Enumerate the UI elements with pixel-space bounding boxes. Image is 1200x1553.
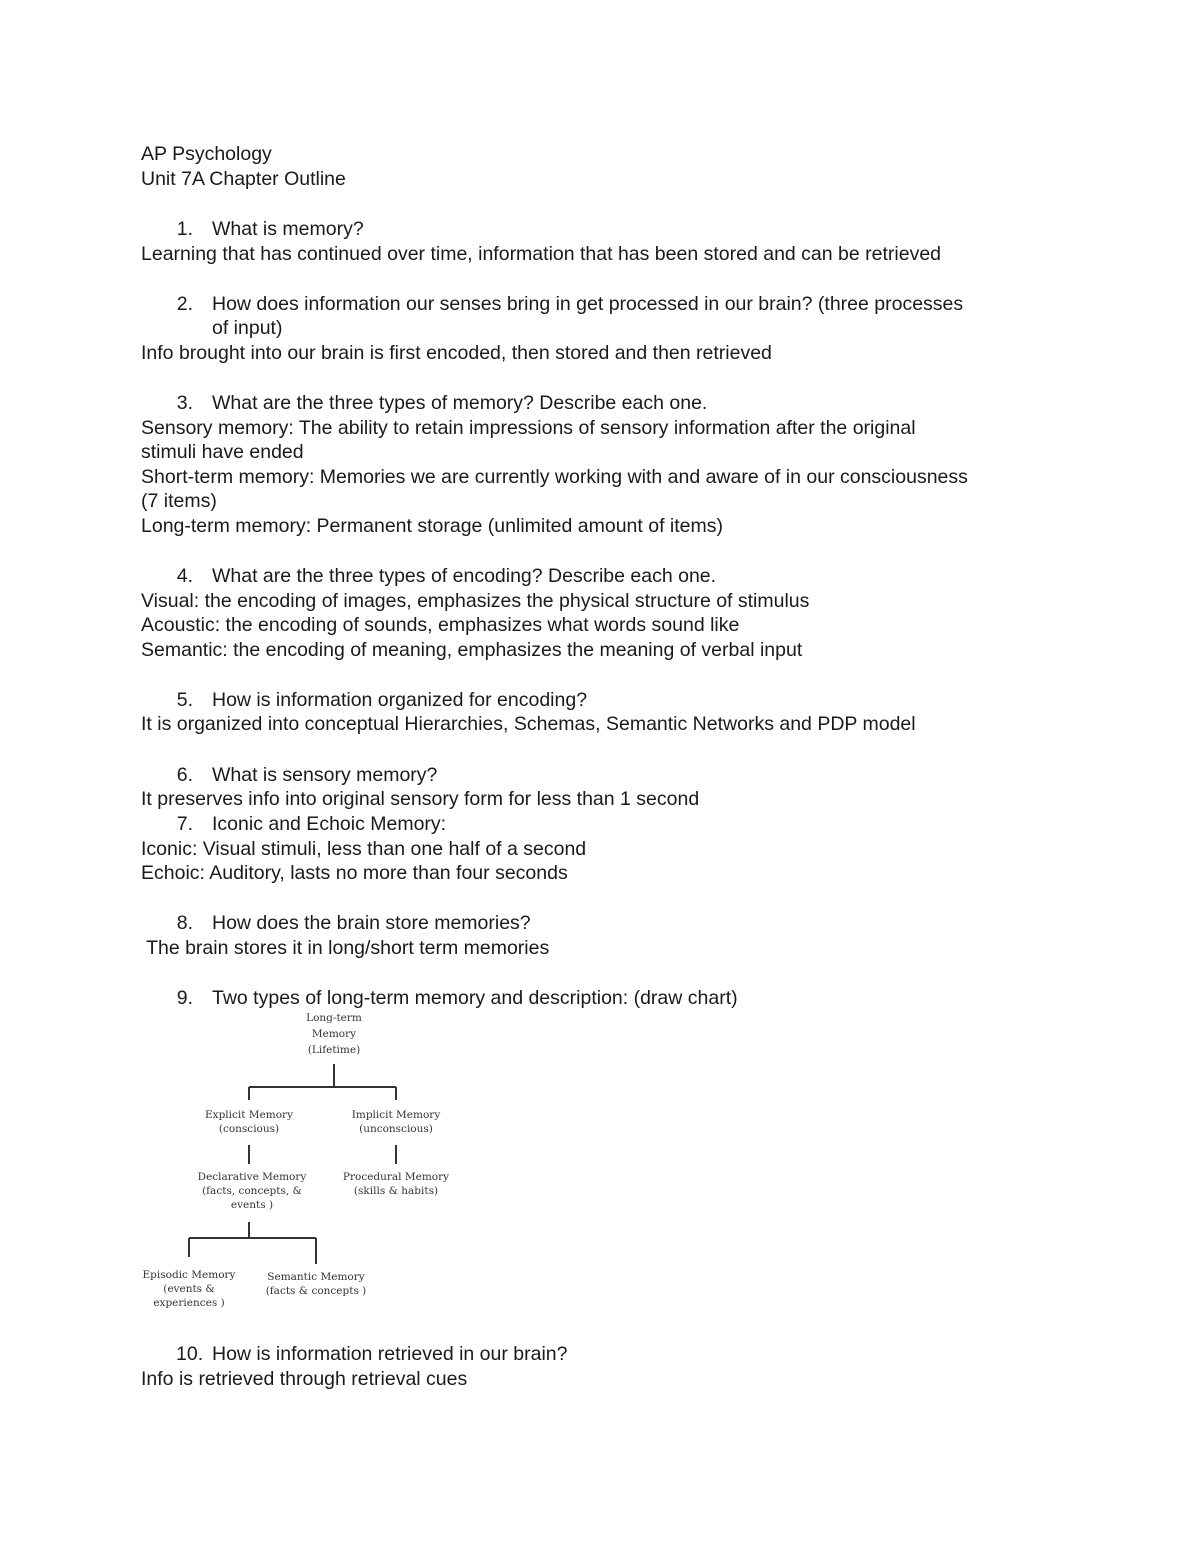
node-declarative-memory — [190, 1170, 314, 1212]
node-label: (conscious) — [218, 1123, 280, 1135]
answer-line: stimuli have ended — [141, 441, 304, 463]
unit-title: Unit 7A Chapter Outline — [141, 168, 346, 190]
question-text: How is information retrieved in our brain? — [212, 1343, 568, 1365]
question-number: 5. — [176, 689, 193, 711]
question-text: What are the three types of memory? Describe each one. — [212, 392, 708, 414]
question-number: 3. — [176, 392, 193, 414]
node-label: Episodic Memory — [142, 1269, 236, 1281]
question-number: 8. — [176, 912, 193, 934]
node-label: (events & — [163, 1283, 215, 1295]
node-label: Long-term — [306, 1012, 362, 1024]
answer-line: Long-term memory: Permanent storage (unlimited amount of items) — [141, 515, 723, 537]
node-label: Semantic Memory — [267, 1271, 365, 1283]
question-text: Two types of long-term memory and description: (draw chart) — [212, 987, 738, 1009]
answer-line: Info brought into our brain is first encoded, then stored and then retrieved — [141, 342, 772, 364]
question-number: 1. — [176, 218, 193, 240]
question-text-continued: of input) — [212, 317, 283, 339]
node-label: (facts, concepts, & — [202, 1185, 302, 1197]
answer-line: Visual: the encoding of images, emphasizes the physical structure of stimulus — [141, 590, 810, 612]
question-number: 4. — [176, 565, 193, 587]
node-label: Explicit Memory — [204, 1109, 293, 1121]
answer-line: Sensory memory: The ability to retain impressions of sensory information after the original — [141, 417, 916, 439]
question-number: 2. — [176, 293, 193, 315]
node-semantic-memory — [260, 1270, 372, 1298]
question-text: What are the three types of encoding? Describe each one. — [212, 565, 717, 587]
question-text: How does information our senses bring in get processed in our brain? (three processes — [212, 293, 964, 315]
answer-line: Semantic: the encoding of meaning, emphasizes the meaning of verbal input — [141, 639, 803, 661]
answer-line: Iconic: Visual stimuli, less than one half of a second — [141, 838, 587, 860]
question-text: What is sensory memory? — [212, 764, 438, 786]
node-label: (unconscious) — [359, 1123, 433, 1135]
node-long-term-memory — [292, 1011, 376, 1057]
node-label: experiences ) — [153, 1297, 225, 1309]
answer-line: (7 items) — [141, 490, 217, 512]
answer-line: Acoustic: the encoding of sounds, emphasizes what words sound like — [141, 614, 740, 636]
question-text: How is information organized for encoding? — [212, 689, 588, 711]
question-text: Iconic and Echoic Memory: — [212, 813, 447, 835]
question-number: 9. — [176, 987, 193, 1009]
answer-line: Echoic: Auditory, lasts no more than four seconds — [141, 862, 568, 884]
question-number: 10. — [176, 1343, 204, 1365]
question-number: 7. — [176, 813, 193, 835]
question-number: 6. — [176, 764, 193, 786]
node-label: Memory — [311, 1028, 357, 1040]
node-label: events ) — [230, 1199, 274, 1211]
answer-line: Learning that has continued over time, information that has been stored and can be retrieved — [141, 243, 942, 265]
node-label: (skills & habits) — [353, 1185, 439, 1197]
node-label: Implicit Memory — [351, 1109, 441, 1121]
node-procedural-memory — [338, 1170, 454, 1198]
node-label: (facts & concepts ) — [265, 1285, 367, 1297]
course-title: AP Psychology — [141, 143, 272, 165]
node-label: Procedural Memory — [342, 1171, 450, 1183]
answer-line: Info is retrieved through retrieval cues — [141, 1368, 468, 1390]
node-episodic-memory — [140, 1268, 238, 1310]
node-label: Declarative Memory — [197, 1171, 307, 1183]
answer-line: The brain stores it in long/short term memories — [141, 937, 550, 959]
long-term-memory-diagram — [140, 1008, 460, 1318]
node-implicit-memory — [340, 1108, 452, 1136]
answer-line: Short-term memory: Memories we are currently working with and aware of in our consciousness — [141, 466, 968, 488]
node-explicit-memory — [194, 1108, 304, 1136]
question-text: How does the brain store memories? — [212, 912, 531, 934]
node-label: (Lifetime) — [307, 1044, 361, 1056]
question-text: What is memory? — [212, 218, 364, 240]
answer-line: It preserves info into original sensory form for less than 1 second — [141, 788, 700, 810]
answer-line: It is organized into conceptual Hierarchies, Schemas, Semantic Networks and PDP model — [141, 713, 916, 735]
